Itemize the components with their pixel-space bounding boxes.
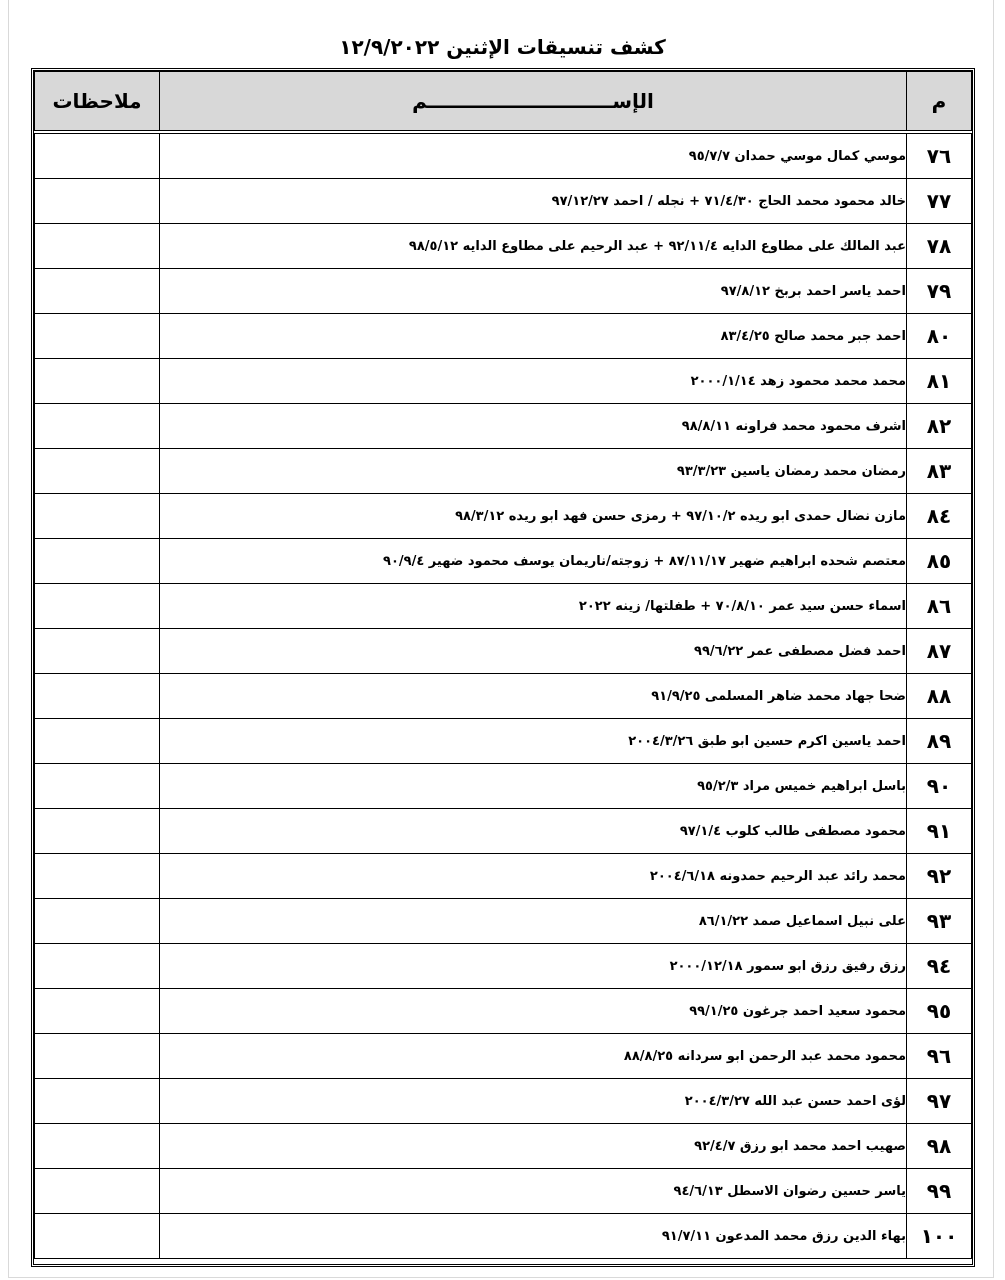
row-remarks <box>35 854 160 899</box>
row-number: ٩٧ <box>907 1079 972 1124</box>
row-number: ٩٦ <box>907 1034 972 1079</box>
row-name: بهاء الدين رزق محمد المدعون ٩١/٧/١١ <box>160 1214 907 1259</box>
row-remarks <box>35 899 160 944</box>
row-remarks <box>35 674 160 719</box>
row-remarks <box>35 1034 160 1079</box>
row-name: احمد جبر محمد صالح ٨٣/٤/٢٥ <box>160 314 907 359</box>
row-number: ٨٦ <box>907 584 972 629</box>
row-number: ١٠٠ <box>907 1214 972 1259</box>
header-name <box>160 72 907 133</box>
row-name: مازن نضال حمدى ابو ريده ٩٧/١٠/٢ + رمزى حسن فهد ابو ريده ٩٨/٣/١٢ <box>160 494 907 539</box>
row-name: رزق رفيق رزق ابو سمور ٢٠٠٠/١٢/١٨ <box>160 944 907 989</box>
table-row <box>35 629 972 674</box>
row-remarks <box>35 494 160 539</box>
row-name: محمود مصطفى طالب كلوب ٩٧/١/٤ <box>160 809 907 854</box>
header-row <box>35 72 972 133</box>
row-number: ٨٤ <box>907 494 972 539</box>
row-number: ٩١ <box>907 809 972 854</box>
row-remarks <box>35 719 160 764</box>
row-number: ٩٨ <box>907 1124 972 1169</box>
row-remarks <box>35 1079 160 1124</box>
row-name: احمد فضل مصطفى عمر ٩٩/٦/٢٢ <box>160 629 907 674</box>
row-remarks <box>35 764 160 809</box>
row-name: احمد ياسين اكرم حسين ابو طبق ٢٠٠٤/٣/٢٦ <box>160 719 907 764</box>
table-row <box>35 494 972 539</box>
table-row <box>35 809 972 854</box>
row-name: على نبيل اسماعيل صمد ٨٦/١/٢٢ <box>160 899 907 944</box>
row-number: ٨٧ <box>907 629 972 674</box>
row-number: ٨٣ <box>907 449 972 494</box>
row-remarks <box>35 989 160 1034</box>
row-number: ٧٩ <box>907 269 972 314</box>
table-row <box>35 854 972 899</box>
table-row <box>35 944 972 989</box>
row-number: ٨٩ <box>907 719 972 764</box>
row-name: عبد المالك على مطاوع الدايه ٩٢/١١/٤ + عبد الرحيم على مطاوع الدايه ٩٨/٥/١٢ <box>160 224 907 269</box>
row-remarks <box>35 944 160 989</box>
header-number: م <box>907 72 972 133</box>
row-name: خالد محمود محمد الحاج ٧١/٤/٣٠ + نجله / احمد ٩٧/١٢/٢٧ <box>160 179 907 224</box>
header-remarks: ملاحظات <box>35 72 160 133</box>
row-name: لؤى احمد حسن عبد الله ٢٠٠٤/٣/٢٧ <box>160 1079 907 1124</box>
row-number: ٧٦ <box>907 132 972 179</box>
table-row <box>35 539 972 584</box>
row-number: ٩٤ <box>907 944 972 989</box>
table-row <box>35 719 972 764</box>
row-remarks <box>35 269 160 314</box>
row-remarks <box>35 629 160 674</box>
row-remarks <box>35 1124 160 1169</box>
row-remarks <box>35 404 160 449</box>
row-number: ٧٨ <box>907 224 972 269</box>
row-name: محمود سعيد احمد جرغون ٩٩/١/٢٥ <box>160 989 907 1034</box>
row-name: صهيب احمد محمد ابو رزق ٩٢/٤/٧ <box>160 1124 907 1169</box>
table-body <box>35 132 972 1259</box>
table-row <box>35 1034 972 1079</box>
row-remarks <box>35 449 160 494</box>
row-name: اشرف محمود محمد فراونه ٩٨/٨/١١ <box>160 404 907 449</box>
document-title: كشف تنسيقات الإثنين ١٢/٩/٢٠٢٢ <box>339 35 666 59</box>
row-number: ٨١ <box>907 359 972 404</box>
table-row <box>35 269 972 314</box>
table-row <box>35 1214 972 1259</box>
table-row <box>35 1169 972 1214</box>
table-row <box>35 359 972 404</box>
table-row <box>35 224 972 269</box>
row-number: ٧٧ <box>907 179 972 224</box>
row-number: ٩٣ <box>907 899 972 944</box>
row-name: موسي كمال موسي حمدان ٩٥/٧/٧ <box>160 132 907 179</box>
table-row <box>35 132 972 179</box>
row-remarks <box>35 1169 160 1214</box>
row-remarks <box>35 132 160 179</box>
row-name: محمد رائد عبد الرحيم حمدونه ٢٠٠٤/٦/١٨ <box>160 854 907 899</box>
row-name: رمضان محمد رمضان ياسين ٩٣/٣/٢٣ <box>160 449 907 494</box>
row-name: معتصم شحده ابراهيم ضهير ٨٧/١١/١٧ + زوجته/ناريمان يوسف محمود ضهير ٩٠/٩/٤ <box>160 539 907 584</box>
header-name-label: الإســـــــــــــــــــــــــــم <box>412 89 654 113</box>
table-row <box>35 314 972 359</box>
row-remarks <box>35 584 160 629</box>
row-remarks <box>35 359 160 404</box>
names-table <box>34 71 972 1259</box>
row-remarks <box>35 539 160 584</box>
table-row <box>35 179 972 224</box>
row-remarks <box>35 314 160 359</box>
row-remarks <box>35 179 160 224</box>
row-number: ٩٢ <box>907 854 972 899</box>
row-number: ٨٥ <box>907 539 972 584</box>
row-number: ٨٨ <box>907 674 972 719</box>
row-name: محمد محمد محمود زهد ٢٠٠٠/١/١٤ <box>160 359 907 404</box>
table-row <box>35 1079 972 1124</box>
table-row <box>35 764 972 809</box>
table-row <box>35 1124 972 1169</box>
row-name: باسل ابراهيم خميس مراد ٩٥/٢/٣ <box>160 764 907 809</box>
row-number: ٩٩ <box>907 1169 972 1214</box>
row-number: ٨٢ <box>907 404 972 449</box>
row-name: ضحا جهاد محمد ضاهر المسلمى ٩١/٩/٢٥ <box>160 674 907 719</box>
table-row <box>35 674 972 719</box>
table-row <box>35 899 972 944</box>
table-row <box>35 449 972 494</box>
table-row <box>35 404 972 449</box>
row-number: ٨٠ <box>907 314 972 359</box>
table-row <box>35 584 972 629</box>
row-number: ٩٠ <box>907 764 972 809</box>
table-row <box>35 989 972 1034</box>
row-name: اسماء حسن سيد عمر ٧٠/٨/١٠ + طفلتها/ زينه ٢٠٢٢ <box>160 584 907 629</box>
row-remarks <box>35 1214 160 1259</box>
row-remarks <box>35 224 160 269</box>
row-name: احمد ياسر احمد بربخ ٩٧/٨/١٢ <box>160 269 907 314</box>
row-name: ياسر حسين رضوان الاسطل ٩٤/٦/١٣ <box>160 1169 907 1214</box>
row-number: ٩٥ <box>907 989 972 1034</box>
row-name: محمود محمد عبد الرحمن ابو سردانه ٨٨/٨/٢٥ <box>160 1034 907 1079</box>
row-remarks <box>35 809 160 854</box>
